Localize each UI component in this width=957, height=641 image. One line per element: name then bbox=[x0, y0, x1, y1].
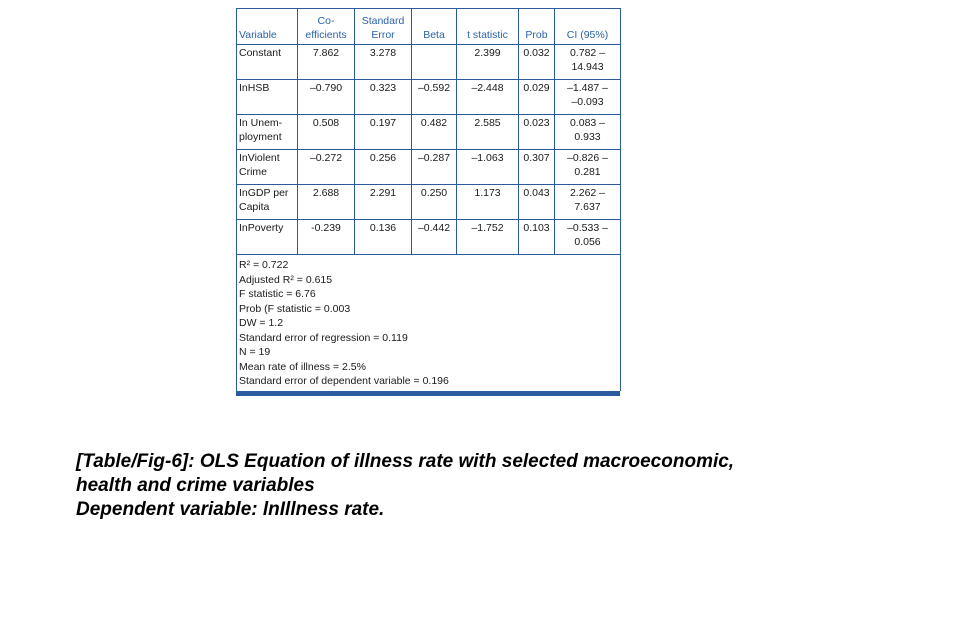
model-stats-cell bbox=[237, 255, 621, 391]
cell-t-statistic: –1.063 bbox=[457, 150, 519, 185]
cell-prob: 0.029 bbox=[519, 80, 555, 115]
header-coefficients: Co- efficients bbox=[298, 9, 355, 45]
cell-beta: –0.442 bbox=[412, 220, 457, 255]
cell-variable: InViolent Crime bbox=[237, 150, 298, 185]
header-t-statistic: t statistic bbox=[457, 9, 519, 45]
cell-coefficient: -0.239 bbox=[298, 220, 355, 255]
stat-r-squared: R² = 0.722 bbox=[239, 259, 289, 271]
cell-standard-error: 2.291 bbox=[355, 185, 412, 220]
cell-variable: Constant bbox=[237, 45, 298, 80]
cell-coefficient: 7.862 bbox=[298, 45, 355, 80]
cell-ci: –0.533 – 0.056 bbox=[555, 220, 621, 255]
header-prob: Prob bbox=[519, 9, 555, 45]
regression-table bbox=[236, 8, 621, 391]
cell-variable: InGDP per Capita bbox=[237, 185, 298, 220]
cell-beta: –0.287 bbox=[412, 150, 457, 185]
cell-ci: 0.782 – 14.943 bbox=[555, 45, 621, 80]
table-row bbox=[237, 115, 621, 150]
caption-line-2: health and crime variables bbox=[76, 475, 315, 496]
cell-beta: 0.482 bbox=[412, 115, 457, 150]
stat-dw: DW = 1.2 bbox=[239, 317, 284, 329]
cell-variable: InHSB bbox=[237, 80, 298, 115]
stat-adjusted-r-squared: Adjusted R² = 0.615 bbox=[239, 273, 333, 286]
cell-coefficient: –0.790 bbox=[298, 80, 355, 115]
regression-table-container bbox=[236, 8, 620, 396]
header-variable: Variable bbox=[237, 9, 298, 45]
header-ci: CI (95%) bbox=[555, 9, 621, 45]
cell-variable: InPoverty bbox=[237, 220, 298, 255]
stat-mean-illness: Mean rate of illness = 2.5% bbox=[239, 360, 366, 373]
table-row bbox=[237, 220, 621, 255]
table-row bbox=[237, 80, 621, 115]
cell-beta: –0.592 bbox=[412, 80, 457, 115]
cell-ci: 2.262 – 7.637 bbox=[555, 185, 621, 220]
figure-caption bbox=[76, 450, 734, 522]
cell-beta bbox=[412, 45, 457, 80]
stat-se-regression: Standard error of regression = 0.119 bbox=[239, 331, 408, 344]
cell-standard-error: 0.197 bbox=[355, 115, 412, 150]
cell-coefficient: –0.272 bbox=[298, 150, 355, 185]
cell-ci: 0.083 – 0.933 bbox=[555, 115, 621, 150]
cell-coefficient: 2.688 bbox=[298, 185, 355, 220]
caption-line-1: [Table/Fig-6]: OLS Equation of illness rate with selected macroeconomic, bbox=[76, 451, 735, 472]
header-standard-error: Standard Error bbox=[355, 9, 412, 45]
cell-t-statistic: 2.585 bbox=[457, 115, 519, 150]
stat-n: N = 19 bbox=[239, 346, 271, 358]
cell-variable: In Unem- ployment bbox=[237, 115, 298, 150]
header-beta: Beta bbox=[412, 9, 457, 45]
cell-prob: 0.307 bbox=[519, 150, 555, 185]
cell-beta: 0.250 bbox=[412, 185, 457, 220]
stat-prob-f: Prob (F statistic = 0.003 bbox=[239, 302, 351, 315]
table-row bbox=[237, 150, 621, 185]
cell-t-statistic: 1.173 bbox=[457, 185, 519, 220]
cell-t-statistic: 2.399 bbox=[457, 45, 519, 80]
model-stats-row bbox=[237, 255, 621, 391]
cell-ci: –0.826 – 0.281 bbox=[555, 150, 621, 185]
cell-coefficient: 0.508 bbox=[298, 115, 355, 150]
cell-standard-error: 0.323 bbox=[355, 80, 412, 115]
table-header-row bbox=[237, 9, 621, 45]
cell-prob: 0.023 bbox=[519, 115, 555, 150]
table-row bbox=[237, 185, 621, 220]
cell-t-statistic: –1.752 bbox=[457, 220, 519, 255]
stat-f-statistic: F statistic = 6.76 bbox=[239, 288, 316, 300]
table-bottom-rule bbox=[236, 391, 620, 396]
cell-t-statistic: –2.448 bbox=[457, 80, 519, 115]
cell-standard-error: 3.278 bbox=[355, 45, 412, 80]
cell-standard-error: 0.136 bbox=[355, 220, 412, 255]
cell-prob: 0.103 bbox=[519, 220, 555, 255]
stat-se-dependent: Standard error of dependent variable = 0.196 bbox=[239, 375, 449, 387]
cell-prob: 0.043 bbox=[519, 185, 555, 220]
table-row bbox=[237, 45, 621, 80]
cell-standard-error: 0.256 bbox=[355, 150, 412, 185]
cell-ci: –1.487 – –0.093 bbox=[555, 80, 621, 115]
caption-line-3: Dependent variable: lnIllness rate. bbox=[76, 499, 385, 520]
cell-prob: 0.032 bbox=[519, 45, 555, 80]
